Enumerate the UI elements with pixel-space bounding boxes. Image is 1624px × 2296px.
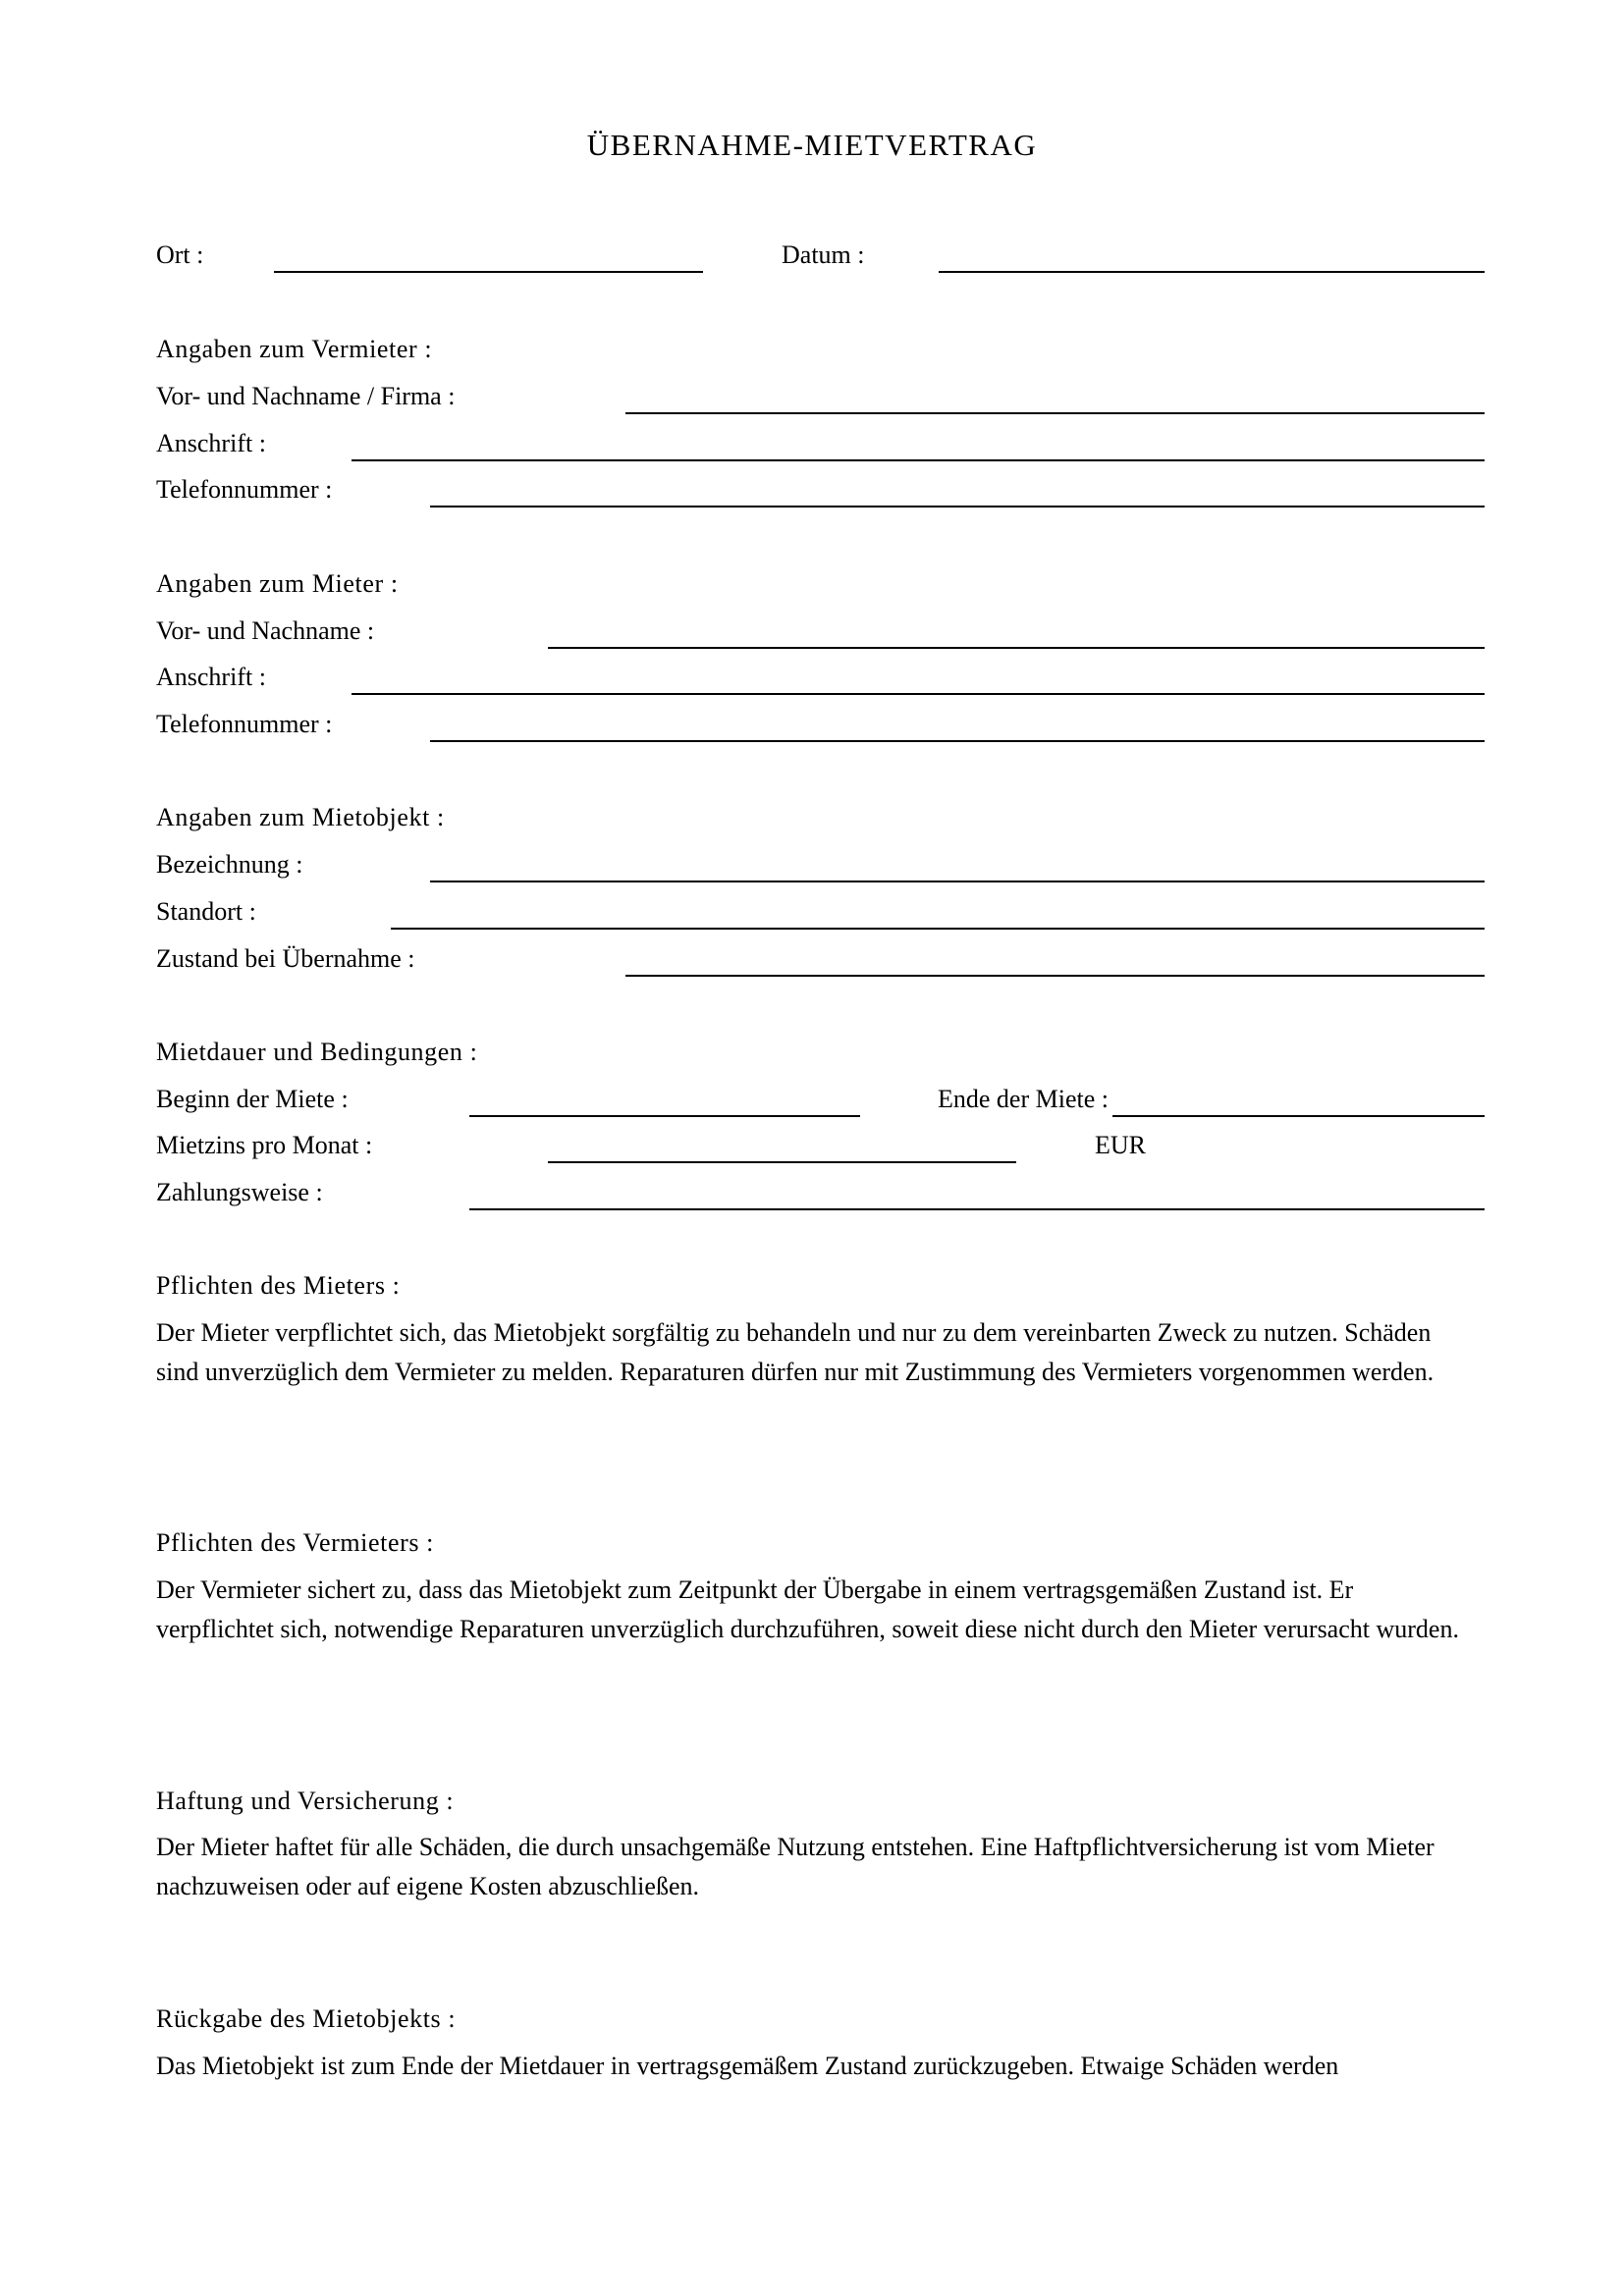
vermieter-name-label: Vor- und Nachname / Firma : xyxy=(156,382,456,410)
mieter-name-field[interactable] xyxy=(548,647,1485,649)
start-field[interactable] xyxy=(469,1115,860,1117)
pflichten-vermieter-text: Der Vermieter sichert zu, dass das Mietobjekt zum Zeitpunkt der Übergabe in einem vertragsgemäßen Zustand ist. Er verpflichtet sich, notwendige Reparaturen unverzüglich durchzuführen, soweit diese nicht durch den Mieter verursacht wurden. xyxy=(156,1575,1459,1643)
mieter-phone-label: Telefonnummer : xyxy=(156,710,333,738)
condition-label: Zustand bei Übernahme : xyxy=(156,944,415,973)
end-field[interactable] xyxy=(1112,1115,1485,1117)
rent-field[interactable] xyxy=(548,1161,1016,1163)
ort-field[interactable] xyxy=(274,271,703,273)
payment-label: Zahlungsweise : xyxy=(156,1178,323,1206)
vermieter-address-label: Anschrift : xyxy=(156,429,266,457)
datum-label: Datum : xyxy=(782,240,865,269)
pflichten-mieter-text: Der Mieter verpflichtet sich, das Mietobjekt sorgfältig zu behandeln und nur zu dem vereinbarten Zweck zu nutzen. Schäden sind unverzüglich dem Vermieter zu melden. Reparaturen dürfen nur mit Zustimmung des Vermieters vorgenommen werden. xyxy=(156,1318,1435,1386)
haftung-heading: Haftung und Versicherung : xyxy=(156,1787,455,1815)
location-label: Standort : xyxy=(156,897,256,926)
rueckgabe-heading: Rückgabe des Mietobjekts : xyxy=(156,2004,457,2033)
ort-label: Ort : xyxy=(156,240,204,269)
pflichten-mieter-heading: Pflichten des Mieters : xyxy=(156,1271,401,1300)
designation-field[interactable] xyxy=(430,881,1485,882)
location-field[interactable] xyxy=(391,928,1485,930)
pflichten-vermieter-heading: Pflichten des Vermieters : xyxy=(156,1528,435,1557)
start-label: Beginn der Miete : xyxy=(156,1085,349,1113)
mieter-phone-field[interactable] xyxy=(430,740,1485,742)
mieter-heading: Angaben zum Mieter : xyxy=(156,569,399,598)
designation-label: Bezeichnung : xyxy=(156,850,303,879)
mietobjekt-heading: Angaben zum Mietobjekt : xyxy=(156,803,445,831)
vermieter-phone-label: Telefonnummer : xyxy=(156,475,333,504)
vermieter-address-field[interactable] xyxy=(352,459,1485,461)
rueckgabe-text: Das Mietobjekt ist zum Ende der Mietdauer in vertragsgemäßem Zustand zurückzugeben. Etwaige Schäden werden xyxy=(156,2052,1339,2080)
currency-label: EUR xyxy=(1095,1131,1146,1159)
bedingungen-heading: Mietdauer und Bedingungen : xyxy=(156,1038,478,1066)
vermieter-phone-field[interactable] xyxy=(430,506,1485,507)
haftung-text: Der Mieter haftet für alle Schäden, die durch unsachgemäße Nutzung entstehen. Eine Haftpflichtversicherung ist vom Mieter nachzuweisen oder auf eigene Kosten abzuschließen. xyxy=(156,1833,1435,1900)
vermieter-name-field[interactable] xyxy=(625,412,1485,414)
end-label: Ende der Miete : xyxy=(938,1085,1109,1113)
payment-field[interactable] xyxy=(469,1208,1485,1210)
mieter-address-label: Anschrift : xyxy=(156,663,266,691)
rent-label: Mietzins pro Monat : xyxy=(156,1131,373,1159)
mieter-name-label: Vor- und Nachname : xyxy=(156,616,375,645)
vermieter-heading: Angaben zum Vermieter : xyxy=(156,335,433,363)
document-title: ÜBERNAHME-MIETVERTRAG xyxy=(586,128,1038,162)
mieter-address-field[interactable] xyxy=(352,693,1485,695)
datum-field[interactable] xyxy=(939,271,1485,273)
condition-field[interactable] xyxy=(625,975,1485,977)
